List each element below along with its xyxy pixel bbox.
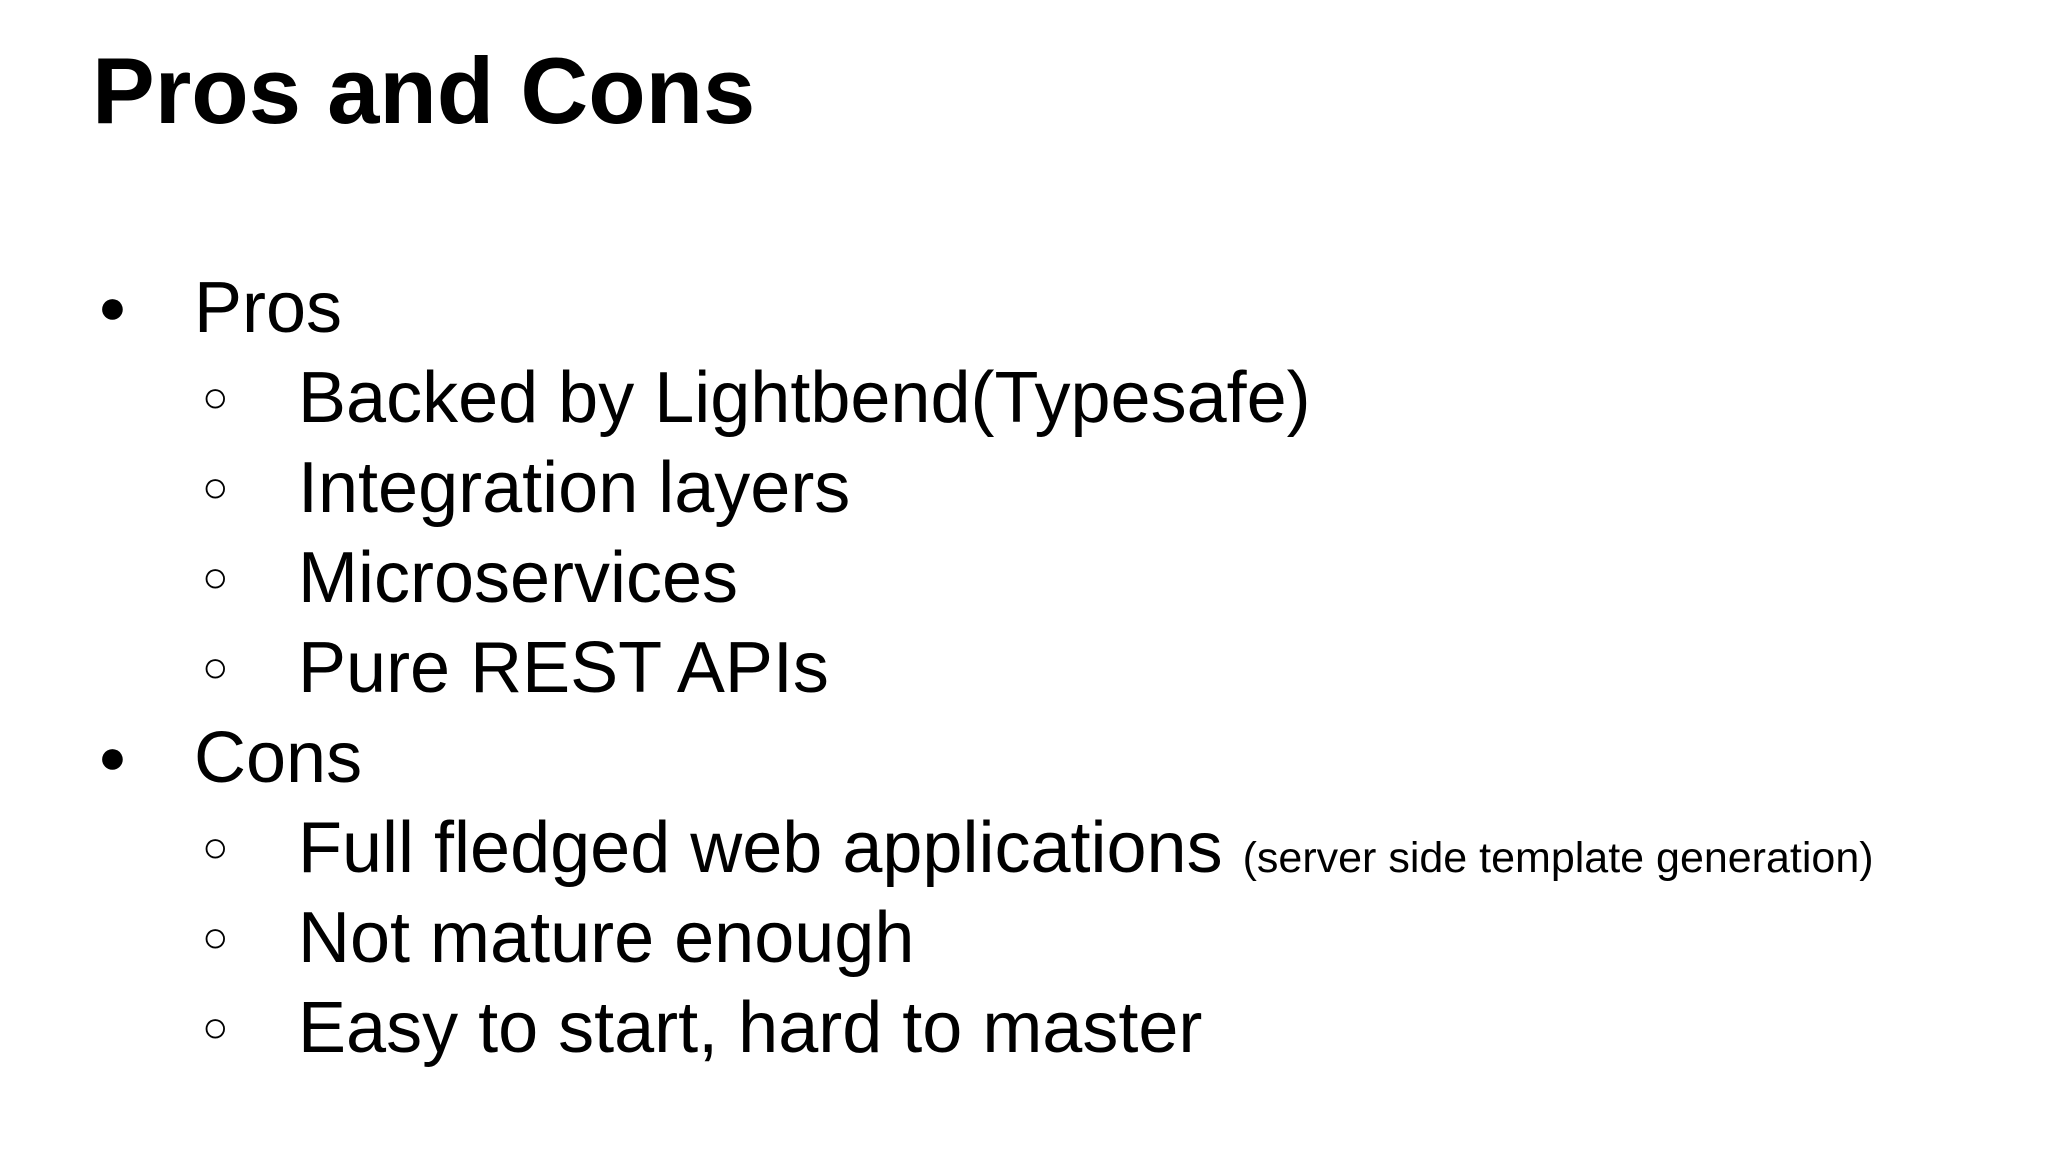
- list-item-note: (server side template generation): [1242, 834, 1874, 882]
- list-item-text: Microservices: [298, 538, 739, 618]
- list-item-label: Cons: [194, 718, 363, 798]
- list-item-text: Easy to start, hard to master: [298, 988, 1203, 1068]
- list-item-text: Integration layers: [298, 448, 851, 528]
- list-item-text: Not mature enough: [298, 898, 915, 978]
- list-item-text: Pure REST APIs: [298, 628, 829, 708]
- hollow-bullet-icon: ○: [202, 1003, 229, 1052]
- hollow-bullet-icon: ○: [202, 643, 229, 692]
- filled-bullet-icon: ●: [98, 281, 127, 334]
- list-item-main-text: Full fledged web applications: [298, 808, 1223, 888]
- hollow-bullet-icon: ○: [202, 553, 229, 602]
- hollow-bullet-icon: ○: [202, 913, 229, 962]
- list-item-text: Backed by Lightbend(Typesafe): [298, 358, 1311, 438]
- hollow-bullet-icon: ○: [202, 373, 229, 422]
- hollow-bullet-icon: ○: [202, 823, 229, 872]
- hollow-bullet-icon: ○: [202, 463, 229, 512]
- list-item-text: [298, 803, 1874, 903]
- list-item-label: Pros: [194, 268, 343, 348]
- filled-bullet-icon: ●: [98, 731, 127, 784]
- slide-title: Pros and Cons: [92, 38, 756, 143]
